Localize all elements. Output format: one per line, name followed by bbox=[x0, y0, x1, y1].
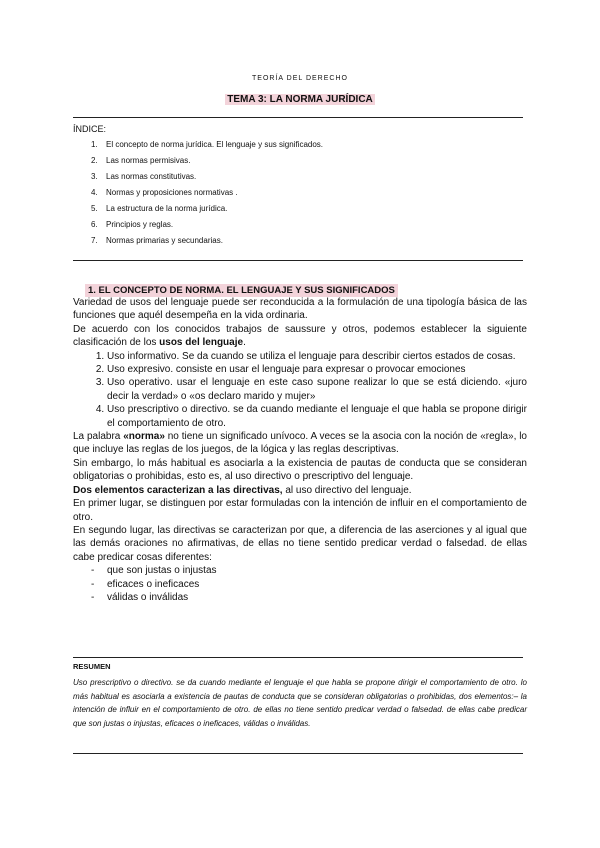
paragraph: Variedad de usos del lenguaje puede ser reconducida a la formulación de una tipología básica de las funciones que aquél desempeña en la vida ordinaria. bbox=[73, 297, 527, 322]
topic-title: TEMA 3: LA NORMA JURÍDICA bbox=[227, 94, 373, 105]
index-item: 4. Normas y proposiciones normativas . bbox=[91, 188, 238, 197]
summary-title: RESUMEN bbox=[73, 662, 111, 671]
uses-list bbox=[73, 350, 527, 430]
section-heading: 1. EL CONCEPTO DE NORMA. EL LENGUAJE Y SUS SIGNIFICADOS bbox=[85, 284, 398, 297]
paragraph: Sin embargo, lo más habitual es asociarla a la existencia de pautas de conducta que se consideran obligatorias o prohibidas, esto es, al uso directivo o prescriptivo del lenguaje. bbox=[73, 457, 527, 483]
index-item: 5. La estructura de la norma jurídica. bbox=[91, 204, 228, 213]
paragraph: Dos elementos caracterizan a las directivas, al uso directivo del lenguaje. bbox=[73, 484, 412, 496]
divider bbox=[73, 753, 523, 754]
subject-title: TEORÍA DEL DERECHO bbox=[252, 75, 348, 82]
index-item: 3. Las normas constitutivas. bbox=[91, 172, 197, 181]
index-item: 2. Las normas permisivas. bbox=[91, 156, 191, 165]
paragraph: De acuerdo con los conocidos trabajos de saussure y otros, podemos establecer la siguiente clasificación de los usos del lenguaje. bbox=[73, 323, 527, 349]
section-body bbox=[73, 296, 527, 604]
list-item: - válidas o inválidas bbox=[91, 591, 189, 603]
list-item: - que son justas o injustas bbox=[91, 565, 217, 577]
topic-title-wrap bbox=[73, 89, 527, 107]
index-list bbox=[91, 137, 323, 249]
divider bbox=[73, 117, 523, 118]
paragraph: La palabra «norma» no tiene un significado unívoco. A veces se la asocia con la noción de «regla», lo que incluye las reglas de los juegos, de la lógica y las reglas descriptivas. bbox=[73, 431, 527, 456]
divider bbox=[73, 260, 523, 261]
summary-text: Uso prescriptivo o directivo. se da cuando mediante el lenguaje el que habla se propone dirigir el comportamiento de otro. lo más habitual es asociarla a existencia de pautas de conducta que se consideran obligatorias o prohibidas, dos elementos:– la intención de influir en el comportamiento de otro. de ellas no tiene sentido predicar verdad o falsedad. de ellas cabe predicar que son justas o injustas, eficaces o ineficaces, válidas o inválidas. bbox=[73, 678, 527, 728]
index-item: 7. Normas primarias y secundarias. bbox=[91, 236, 223, 245]
list-item: - eficaces o ineficaces bbox=[91, 578, 200, 590]
divider bbox=[73, 657, 523, 658]
paragraph: En segundo lugar, las directivas se caracterizan por que, a diferencia de las aserciones y al igual que las demás oraciones no afirmativas, de ellas no tiene sentido predicar verdad o falsedad. de ellas cabe predicar cosas diferentes: bbox=[73, 524, 527, 563]
list-item: 2. Uso expresivo. consiste en usar el lenguaje para expresar o provocar emociones bbox=[107, 363, 527, 376]
index-item: 6. Principios y reglas. bbox=[91, 220, 174, 229]
list-item: 1. Uso informativo. Se da cuando se utiliza el lenguaje para describir ciertos estados de cosas. bbox=[107, 350, 527, 363]
paragraph: En primer lugar, se distinguen por estar formuladas con la intención de influir en el comportamiento de otro. bbox=[73, 498, 527, 523]
list-item: 3. Uso operativo. usar el lenguaje en este caso supone realizar lo que se está diciendo. «juro decir la verdad» o «os declaro marido y mujer» bbox=[107, 376, 527, 403]
index-item: 1. El concepto de norma jurídica. El lenguaje y sus significados. bbox=[91, 140, 324, 149]
list-item: 4. Uso prescriptivo o directivo. se da cuando mediante el lenguaje el que habla se propone dirigir el comportamiento de otro. bbox=[107, 403, 527, 430]
bullet-list bbox=[73, 564, 527, 604]
index-title: ÍNDICE: bbox=[73, 124, 107, 134]
